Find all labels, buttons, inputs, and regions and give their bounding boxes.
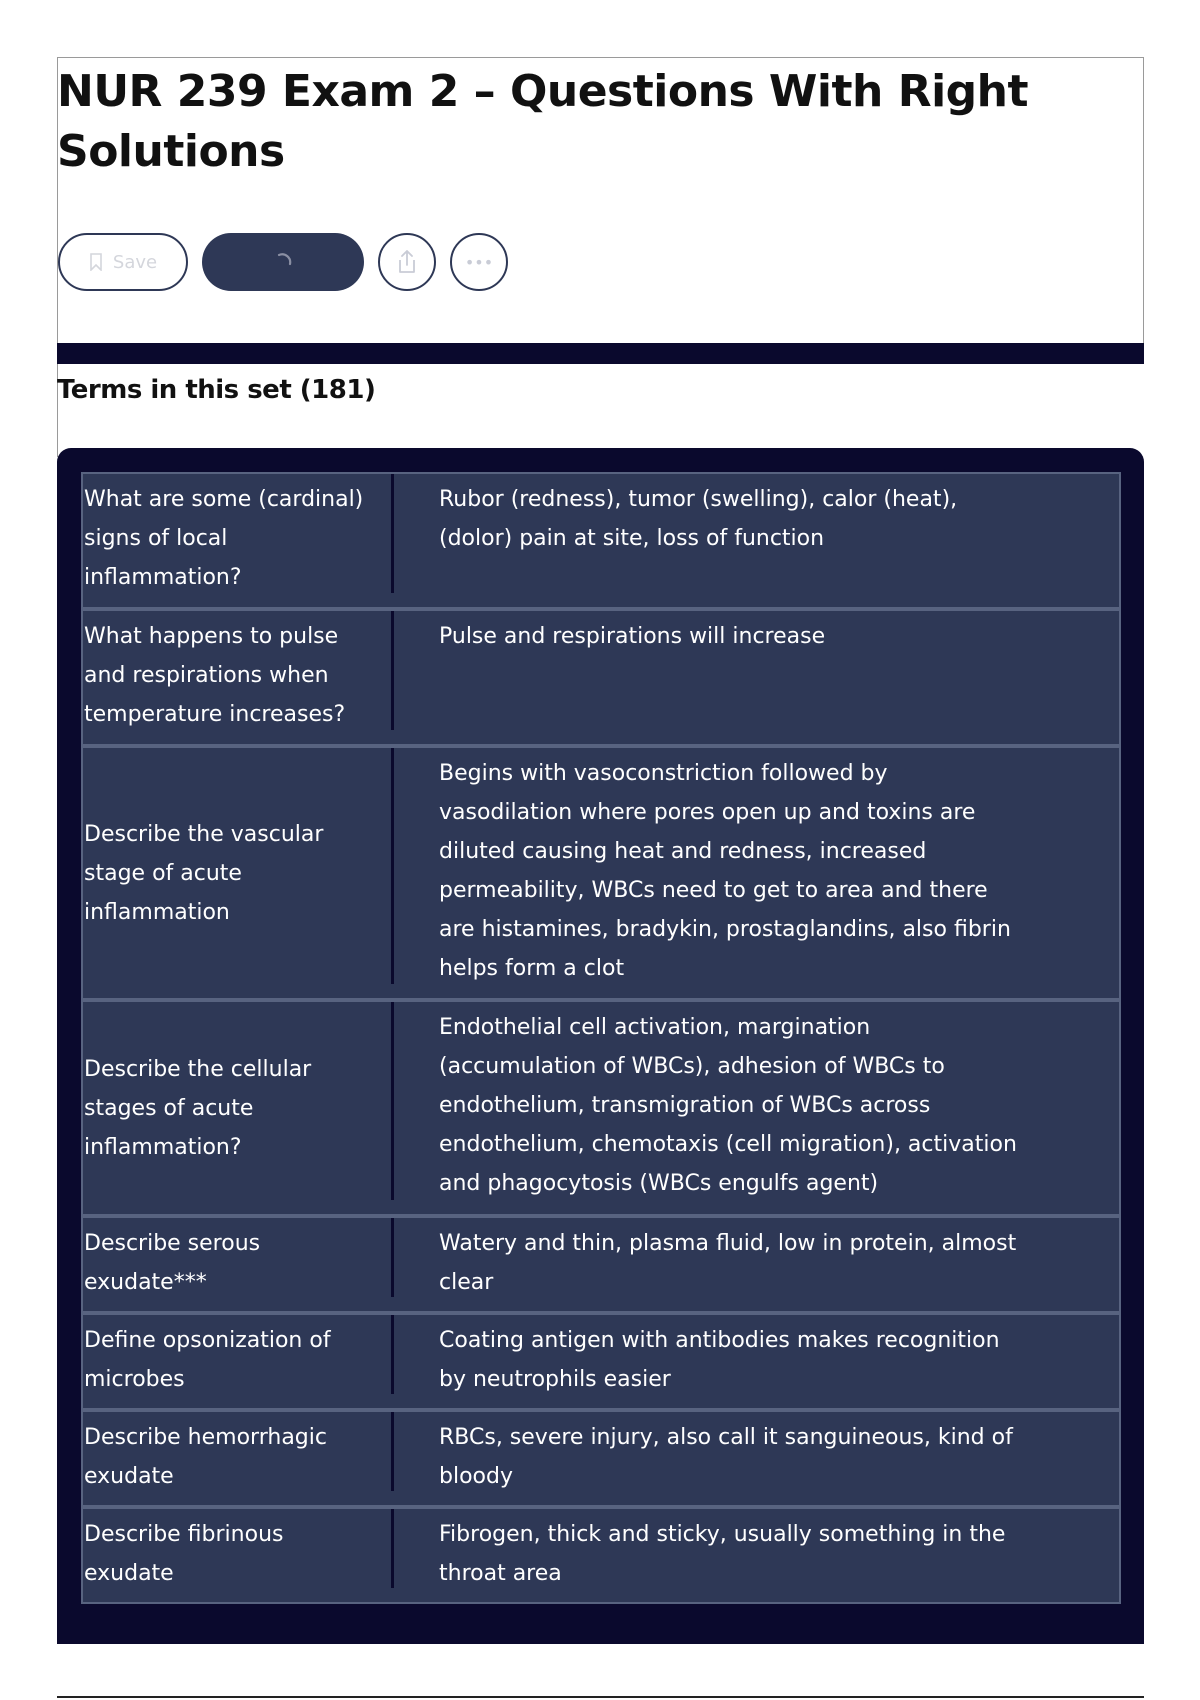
term-row <box>81 1216 1121 1313</box>
column-divider <box>391 611 394 730</box>
right-rule <box>1143 57 1144 349</box>
share-button[interactable] <box>378 233 436 291</box>
page-title: NUR 239 Exam 2 – Questions With Right Solutions <box>57 66 1029 177</box>
column-divider <box>391 1315 394 1394</box>
definition-text: Rubor (redness), tumor (swelling), calor (heat), (dolor) pain at site, loss of function <box>439 487 958 551</box>
primary-action-button[interactable] <box>202 233 364 291</box>
definition-cell <box>439 1418 1089 1496</box>
definition-cell <box>439 1224 1089 1302</box>
column-divider <box>391 1218 394 1297</box>
term-row <box>81 1313 1121 1410</box>
term-text: Describe serous exudate*** <box>84 1231 261 1295</box>
term-cell <box>83 1315 393 1408</box>
term-row <box>81 472 1121 609</box>
term-cell <box>83 1218 393 1311</box>
term-cell <box>83 474 393 607</box>
term-text: Describe the vascular stage of acute inflammation <box>84 821 324 925</box>
definition-cell <box>439 1321 1089 1399</box>
term-cell <box>83 1002 393 1214</box>
spinner-icon <box>270 249 296 275</box>
bottom-rule <box>57 1696 1144 1698</box>
more-options-icon: ••• <box>464 252 494 272</box>
terms-heading: Terms in this set (181) <box>57 375 376 405</box>
definition-cell <box>439 480 1089 558</box>
definition-cell <box>439 617 1089 656</box>
term-row <box>81 1410 1121 1507</box>
definition-text: Endothelial cell activation, margination (accumulation of WBCs), adhesion of WBCs to endothelium, transmigration of WBCs across endothelium, chemotaxis (cell migration), activation and phagocytosis (WBCs engulfs agent) <box>439 1015 1017 1196</box>
term-row <box>81 746 1121 1000</box>
definition-text: Begins with vasoconstriction followed by vasodilation where pores open up and toxins are diluted causing heat and redness, increased permeability, WBCs need to get to area and there are histamines, bradykin, prostaglandins, also fibrin helps form a clot <box>439 761 1011 981</box>
bookmark-icon <box>89 253 103 271</box>
column-divider <box>391 1002 394 1200</box>
term-text: What are some (cardinal) signs of local inflammation? <box>84 487 364 590</box>
more-options-button[interactable] <box>450 233 508 291</box>
term-text: Describe the cellular stages of acute inflammation? <box>84 1056 312 1160</box>
term-row <box>81 1507 1121 1604</box>
section-divider-bar <box>57 343 1144 364</box>
save-button-label: Save <box>112 251 158 273</box>
definition-cell <box>439 754 1089 988</box>
definition-text: RBCs, severe injury, also call it sanguineous, kind of bloody <box>439 1425 1013 1489</box>
definition-text: Coating antigen with antibodies makes recognition by neutrophils easier <box>439 1328 1000 1392</box>
term-text: Define opsonization of microbes <box>84 1328 331 1392</box>
term-text: What happens to pulse and respirations when temperature increases? <box>84 624 346 727</box>
term-cell <box>83 1412 393 1505</box>
term-cell <box>83 1509 393 1602</box>
term-row <box>81 1000 1121 1216</box>
terms-card <box>57 448 1144 1644</box>
column-divider <box>391 748 394 984</box>
term-row <box>81 609 1121 746</box>
column-divider <box>391 474 394 593</box>
definition-text: Fibrogen, thick and sticky, usually something in the throat area <box>439 1522 1006 1586</box>
term-text: Describe fibrinous exudate <box>84 1522 284 1586</box>
column-divider <box>391 1509 394 1588</box>
save-button[interactable] <box>58 233 188 291</box>
definition-text: Watery and thin, plasma fluid, low in protein, almost clear <box>439 1231 1017 1295</box>
top-rule <box>57 57 1144 58</box>
term-cell <box>83 611 393 744</box>
term-cell <box>83 748 393 998</box>
column-divider <box>391 1412 394 1491</box>
definition-text: Pulse and respirations will increase <box>439 624 826 649</box>
definition-cell <box>439 1515 1089 1593</box>
share-icon <box>394 248 420 276</box>
definition-cell <box>439 1008 1089 1203</box>
term-text: Describe hemorrhagic exudate <box>84 1425 327 1489</box>
